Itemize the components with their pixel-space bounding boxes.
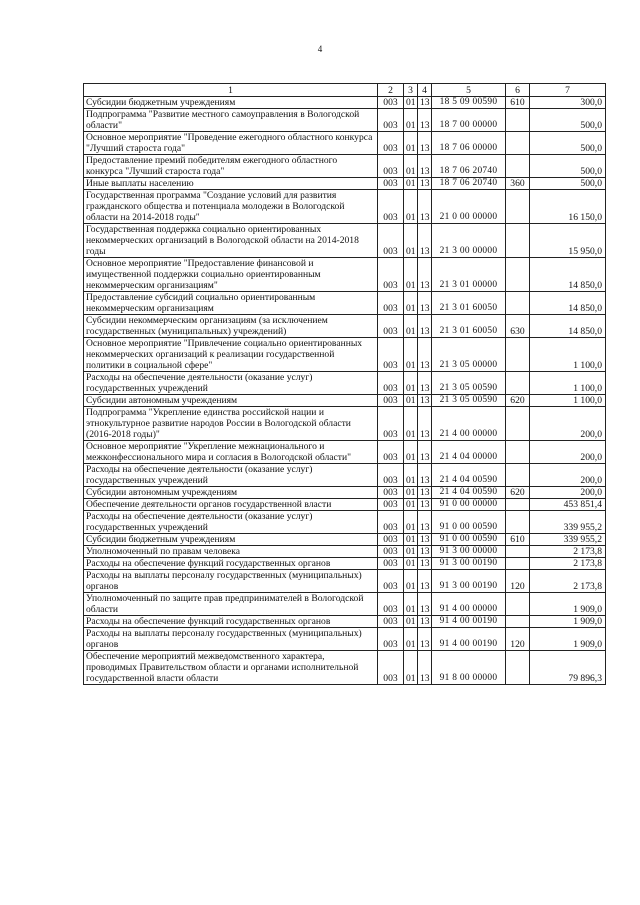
col-3-value: 01 xyxy=(404,395,418,407)
table-row xyxy=(84,132,606,155)
row-name: Обеспечение мероприятий межведомственного характера, проводимых Правительством области и органами исполнительной государственной власти области xyxy=(84,651,378,685)
col-5-value: 91 4 00 00190 xyxy=(432,616,506,628)
col-7-value: 1 909,0 xyxy=(530,616,606,628)
col-6-value xyxy=(506,499,530,511)
col-6-value xyxy=(506,546,530,558)
table-row xyxy=(84,628,606,651)
col-2-value: 003 xyxy=(378,558,404,570)
col-3-value: 01 xyxy=(404,441,418,464)
table-row xyxy=(84,338,606,372)
table-row xyxy=(84,651,606,685)
table-row xyxy=(84,546,606,558)
col-3-value: 01 xyxy=(404,534,418,546)
header-row xyxy=(84,84,606,97)
col-2-value: 003 xyxy=(378,190,404,224)
row-name: Уполномоченный по защите прав предпринимателей в Вологодской области xyxy=(84,593,378,616)
table-row xyxy=(84,97,606,109)
col-4-value: 13 xyxy=(418,534,432,546)
col-2-value: 003 xyxy=(378,628,404,651)
col-5-value: 18 7 06 20740 xyxy=(432,155,506,178)
header-cell: 1 xyxy=(84,84,378,97)
col-5-value: 21 4 00 00000 xyxy=(432,407,506,441)
header-cell: 3 xyxy=(404,84,418,97)
col-7-value: 339 955,2 xyxy=(530,511,606,534)
col-7-value: 1 100,0 xyxy=(530,395,606,407)
col-4-value: 13 xyxy=(418,593,432,616)
row-name: Субсидии бюджетным учреждениям xyxy=(84,97,378,109)
col-5-value: 91 3 00 00000 xyxy=(432,546,506,558)
col-7-value: 500,0 xyxy=(530,109,606,132)
header-cell: 7 xyxy=(530,84,606,97)
page-number: 4 xyxy=(317,44,323,54)
budget-table xyxy=(83,83,606,685)
col-2-value: 003 xyxy=(378,315,404,338)
col-7-value: 14 850,0 xyxy=(530,315,606,338)
col-6-value xyxy=(506,109,530,132)
col-5-value: 91 4 00 00000 xyxy=(432,593,506,616)
row-name: Основное мероприятие "Укрепление межнационального и межконфессионального мира и согласия в Вологодской области" xyxy=(84,441,378,464)
col-3-value: 01 xyxy=(404,593,418,616)
col-5-value: 21 4 04 00590 xyxy=(432,464,506,487)
table-row xyxy=(84,258,606,292)
col-4-value: 13 xyxy=(418,546,432,558)
table-row xyxy=(84,511,606,534)
col-6-value xyxy=(506,407,530,441)
col-3-value: 01 xyxy=(404,338,418,372)
table-row xyxy=(84,407,606,441)
col-2-value: 003 xyxy=(378,109,404,132)
row-name: Обеспечение деятельности органов государственной власти xyxy=(84,499,378,511)
col-5-value: 18 7 00 00000 xyxy=(432,109,506,132)
col-6-value xyxy=(506,132,530,155)
col-4-value: 13 xyxy=(418,499,432,511)
header-cell: 2 xyxy=(378,84,404,97)
col-6-value xyxy=(506,372,530,395)
col-5-value: 18 7 06 00000 xyxy=(432,132,506,155)
col-7-value: 500,0 xyxy=(530,178,606,190)
col-2-value: 003 xyxy=(378,338,404,372)
col-5-value: 21 4 04 00000 xyxy=(432,441,506,464)
col-4-value: 13 xyxy=(418,190,432,224)
col-3-value: 01 xyxy=(404,616,418,628)
col-6-value: 630 xyxy=(506,315,530,338)
col-2-value: 003 xyxy=(378,464,404,487)
col-7-value: 200,0 xyxy=(530,441,606,464)
col-5-value: 18 5 09 00590 xyxy=(432,97,506,109)
col-4-value: 13 xyxy=(418,616,432,628)
col-3-value: 01 xyxy=(404,132,418,155)
col-4-value: 13 xyxy=(418,109,432,132)
row-name: Субсидии бюджетным учреждениям xyxy=(84,534,378,546)
row-name: Расходы на обеспечение функций государственных органов xyxy=(84,616,378,628)
row-name: Расходы на обеспечение деятельности (оказание услуг) государственных учреждений xyxy=(84,464,378,487)
col-7-value: 14 850,0 xyxy=(530,292,606,315)
col-4-value: 13 xyxy=(418,97,432,109)
col-5-value: 21 3 05 00590 xyxy=(432,395,506,407)
col-4-value: 13 xyxy=(418,258,432,292)
col-2-value: 003 xyxy=(378,407,404,441)
row-name: Субсидии автономным учреждениям xyxy=(84,487,378,499)
col-2-value: 003 xyxy=(378,570,404,593)
col-7-value: 339 955,2 xyxy=(530,534,606,546)
table-row xyxy=(84,155,606,178)
col-6-value xyxy=(506,464,530,487)
table-row xyxy=(84,593,606,616)
col-4-value: 13 xyxy=(418,224,432,258)
col-3-value: 01 xyxy=(404,315,418,338)
col-7-value: 200,0 xyxy=(530,487,606,499)
col-2-value: 003 xyxy=(378,178,404,190)
col-5-value: 21 3 01 00000 xyxy=(432,258,506,292)
col-5-value: 91 0 00 00590 xyxy=(432,511,506,534)
col-2-value: 003 xyxy=(378,499,404,511)
col-3-value: 01 xyxy=(404,292,418,315)
col-4-value: 13 xyxy=(418,372,432,395)
col-3-value: 01 xyxy=(404,190,418,224)
header-cell: 5 xyxy=(432,84,506,97)
col-3-value: 01 xyxy=(404,570,418,593)
col-7-value: 200,0 xyxy=(530,407,606,441)
col-5-value: 21 3 01 60050 xyxy=(432,315,506,338)
col-3-value: 01 xyxy=(404,97,418,109)
table-row xyxy=(84,109,606,132)
col-3-value: 01 xyxy=(404,558,418,570)
row-name: Расходы на выплаты персоналу государственных (муниципальных) органов xyxy=(84,570,378,593)
col-3-value: 01 xyxy=(404,372,418,395)
col-7-value: 15 950,0 xyxy=(530,224,606,258)
row-name: Расходы на обеспечение деятельности (оказание услуг) государственных учреждений xyxy=(84,372,378,395)
col-7-value: 16 150,0 xyxy=(530,190,606,224)
col-6-value xyxy=(506,441,530,464)
col-7-value: 2 173,8 xyxy=(530,570,606,593)
col-2-value: 003 xyxy=(378,292,404,315)
col-2-value: 003 xyxy=(378,395,404,407)
table-row xyxy=(84,499,606,511)
col-5-value: 91 0 00 00000 xyxy=(432,499,506,511)
row-name: Расходы на выплаты персоналу государственных (муниципальных) органов xyxy=(84,628,378,651)
col-4-value: 13 xyxy=(418,441,432,464)
col-4-value: 13 xyxy=(418,407,432,441)
col-5-value: 21 3 05 00590 xyxy=(432,372,506,395)
row-name: Государственная поддержка социально ориентированных некоммерческих организаций в Вологодской области на 2014-2018 годы xyxy=(84,224,378,258)
col-5-value: 91 4 00 00190 xyxy=(432,628,506,651)
col-7-value: 1 909,0 xyxy=(530,628,606,651)
col-6-value xyxy=(506,155,530,178)
col-5-value: 21 3 00 00000 xyxy=(432,224,506,258)
col-4-value: 13 xyxy=(418,570,432,593)
col-2-value: 003 xyxy=(378,651,404,685)
col-6-value xyxy=(506,292,530,315)
col-2-value: 003 xyxy=(378,155,404,178)
table-row xyxy=(84,372,606,395)
row-name: Расходы на обеспечение функций государственных органов xyxy=(84,558,378,570)
col-7-value: 1 100,0 xyxy=(530,372,606,395)
col-6-value xyxy=(506,338,530,372)
col-2-value: 003 xyxy=(378,511,404,534)
col-3-value: 01 xyxy=(404,499,418,511)
col-3-value: 01 xyxy=(404,651,418,685)
table-row xyxy=(84,178,606,190)
col-4-value: 13 xyxy=(418,558,432,570)
col-2-value: 003 xyxy=(378,224,404,258)
col-3-value: 01 xyxy=(404,109,418,132)
table-row xyxy=(84,292,606,315)
table-row xyxy=(84,570,606,593)
col-5-value: 91 3 00 00190 xyxy=(432,570,506,593)
row-name: Предоставление субсидий социально ориентированным некоммерческим организациям xyxy=(84,292,378,315)
col-6-value: 620 xyxy=(506,395,530,407)
col-5-value: 21 3 01 60050 xyxy=(432,292,506,315)
col-7-value: 79 896,3 xyxy=(530,651,606,685)
col-5-value: 91 8 00 00000 xyxy=(432,651,506,685)
col-6-value xyxy=(506,558,530,570)
col-6-value: 620 xyxy=(506,487,530,499)
col-4-value: 13 xyxy=(418,315,432,338)
col-2-value: 003 xyxy=(378,487,404,499)
row-name: Субсидии автономным учреждениям xyxy=(84,395,378,407)
col-4-value: 13 xyxy=(418,511,432,534)
col-4-value: 13 xyxy=(418,132,432,155)
col-3-value: 01 xyxy=(404,464,418,487)
table-row xyxy=(84,534,606,546)
col-7-value: 200,0 xyxy=(530,464,606,487)
col-3-value: 01 xyxy=(404,224,418,258)
col-2-value: 003 xyxy=(378,534,404,546)
row-name: Государственная программа "Создание условий для развития гражданского общества и потенциала молодежи в Вологодской области на 2014-2018 годы" xyxy=(84,190,378,224)
col-4-value: 13 xyxy=(418,395,432,407)
col-4-value: 13 xyxy=(418,155,432,178)
table-row xyxy=(84,487,606,499)
row-name: Основное мероприятие "Проведение ежегодного областного конкурса "Лучший староста года" xyxy=(84,132,378,155)
col-5-value: 21 3 05 00000 xyxy=(432,338,506,372)
row-name: Субсидии некоммерческим организациям (за исключением государственных (муниципальных) учреждений) xyxy=(84,315,378,338)
col-6-value xyxy=(506,511,530,534)
table-row xyxy=(84,315,606,338)
row-name: Уполномоченный по правам человека xyxy=(84,546,378,558)
row-name: Основное мероприятие "Привлечение социально ориентированных некоммерческих организаций к реализации государственной политики в социальной сфере" xyxy=(84,338,378,372)
row-name: Подпрограмма "Развитие местного самоуправления в Вологодской области" xyxy=(84,109,378,132)
row-name: Иные выплаты населению xyxy=(84,178,378,190)
col-6-value xyxy=(506,258,530,292)
row-name: Расходы на обеспечение деятельности (оказание услуг) государственных учреждений xyxy=(84,511,378,534)
header-cell: 4 xyxy=(418,84,432,97)
col-3-value: 01 xyxy=(404,258,418,292)
table-row xyxy=(84,190,606,224)
table-row xyxy=(84,395,606,407)
col-7-value: 1 100,0 xyxy=(530,338,606,372)
col-3-value: 01 xyxy=(404,178,418,190)
col-2-value: 003 xyxy=(378,593,404,616)
col-4-value: 13 xyxy=(418,178,432,190)
table-row xyxy=(84,224,606,258)
table-row xyxy=(84,441,606,464)
col-6-value xyxy=(506,224,530,258)
col-3-value: 01 xyxy=(404,546,418,558)
col-6-value: 120 xyxy=(506,570,530,593)
col-7-value: 2 173,8 xyxy=(530,546,606,558)
col-7-value: 14 850,0 xyxy=(530,258,606,292)
col-6-value: 120 xyxy=(506,628,530,651)
col-7-value: 500,0 xyxy=(530,132,606,155)
col-4-value: 13 xyxy=(418,487,432,499)
col-4-value: 13 xyxy=(418,292,432,315)
col-2-value: 003 xyxy=(378,132,404,155)
col-4-value: 13 xyxy=(418,464,432,487)
col-2-value: 003 xyxy=(378,546,404,558)
col-4-value: 13 xyxy=(418,651,432,685)
col-3-value: 01 xyxy=(404,511,418,534)
col-2-value: 003 xyxy=(378,258,404,292)
col-6-value: 610 xyxy=(506,97,530,109)
row-name: Предоставление премий победителям ежегодного областного конкурса "Лучший староста года" xyxy=(84,155,378,178)
col-4-value: 13 xyxy=(418,628,432,651)
header-cell: 6 xyxy=(506,84,530,97)
col-3-value: 01 xyxy=(404,628,418,651)
col-2-value: 003 xyxy=(378,372,404,395)
col-7-value: 2 173,8 xyxy=(530,558,606,570)
col-7-value: 453 851,4 xyxy=(530,499,606,511)
col-6-value xyxy=(506,651,530,685)
row-name: Основное мероприятие "Предоставление финансовой и имущественной поддержки социально ориентированным некоммерческим организациям" xyxy=(84,258,378,292)
col-6-value: 610 xyxy=(506,534,530,546)
row-name: Подпрограмма "Укрепление единства российской нации и этнокультурное развитие народов России в Вологодской области (2016-2018 годы)" xyxy=(84,407,378,441)
col-6-value xyxy=(506,190,530,224)
table-body xyxy=(84,84,606,685)
col-4-value: 13 xyxy=(418,338,432,372)
col-6-value: 360 xyxy=(506,178,530,190)
table-row xyxy=(84,464,606,487)
col-7-value: 500,0 xyxy=(530,155,606,178)
col-5-value: 91 0 00 00590 xyxy=(432,534,506,546)
col-5-value: 21 4 04 00590 xyxy=(432,487,506,499)
col-3-value: 01 xyxy=(404,407,418,441)
col-3-value: 01 xyxy=(404,487,418,499)
col-2-value: 003 xyxy=(378,441,404,464)
table-row xyxy=(84,558,606,570)
col-5-value: 21 0 00 00000 xyxy=(432,190,506,224)
col-6-value xyxy=(506,593,530,616)
col-5-value: 18 7 06 20740 xyxy=(432,178,506,190)
col-5-value: 91 3 00 00190 xyxy=(432,558,506,570)
col-7-value: 1 909,0 xyxy=(530,593,606,616)
table-row xyxy=(84,616,606,628)
col-6-value xyxy=(506,616,530,628)
col-3-value: 01 xyxy=(404,155,418,178)
col-7-value: 300,0 xyxy=(530,97,606,109)
col-2-value: 003 xyxy=(378,616,404,628)
col-2-value: 003 xyxy=(378,97,404,109)
